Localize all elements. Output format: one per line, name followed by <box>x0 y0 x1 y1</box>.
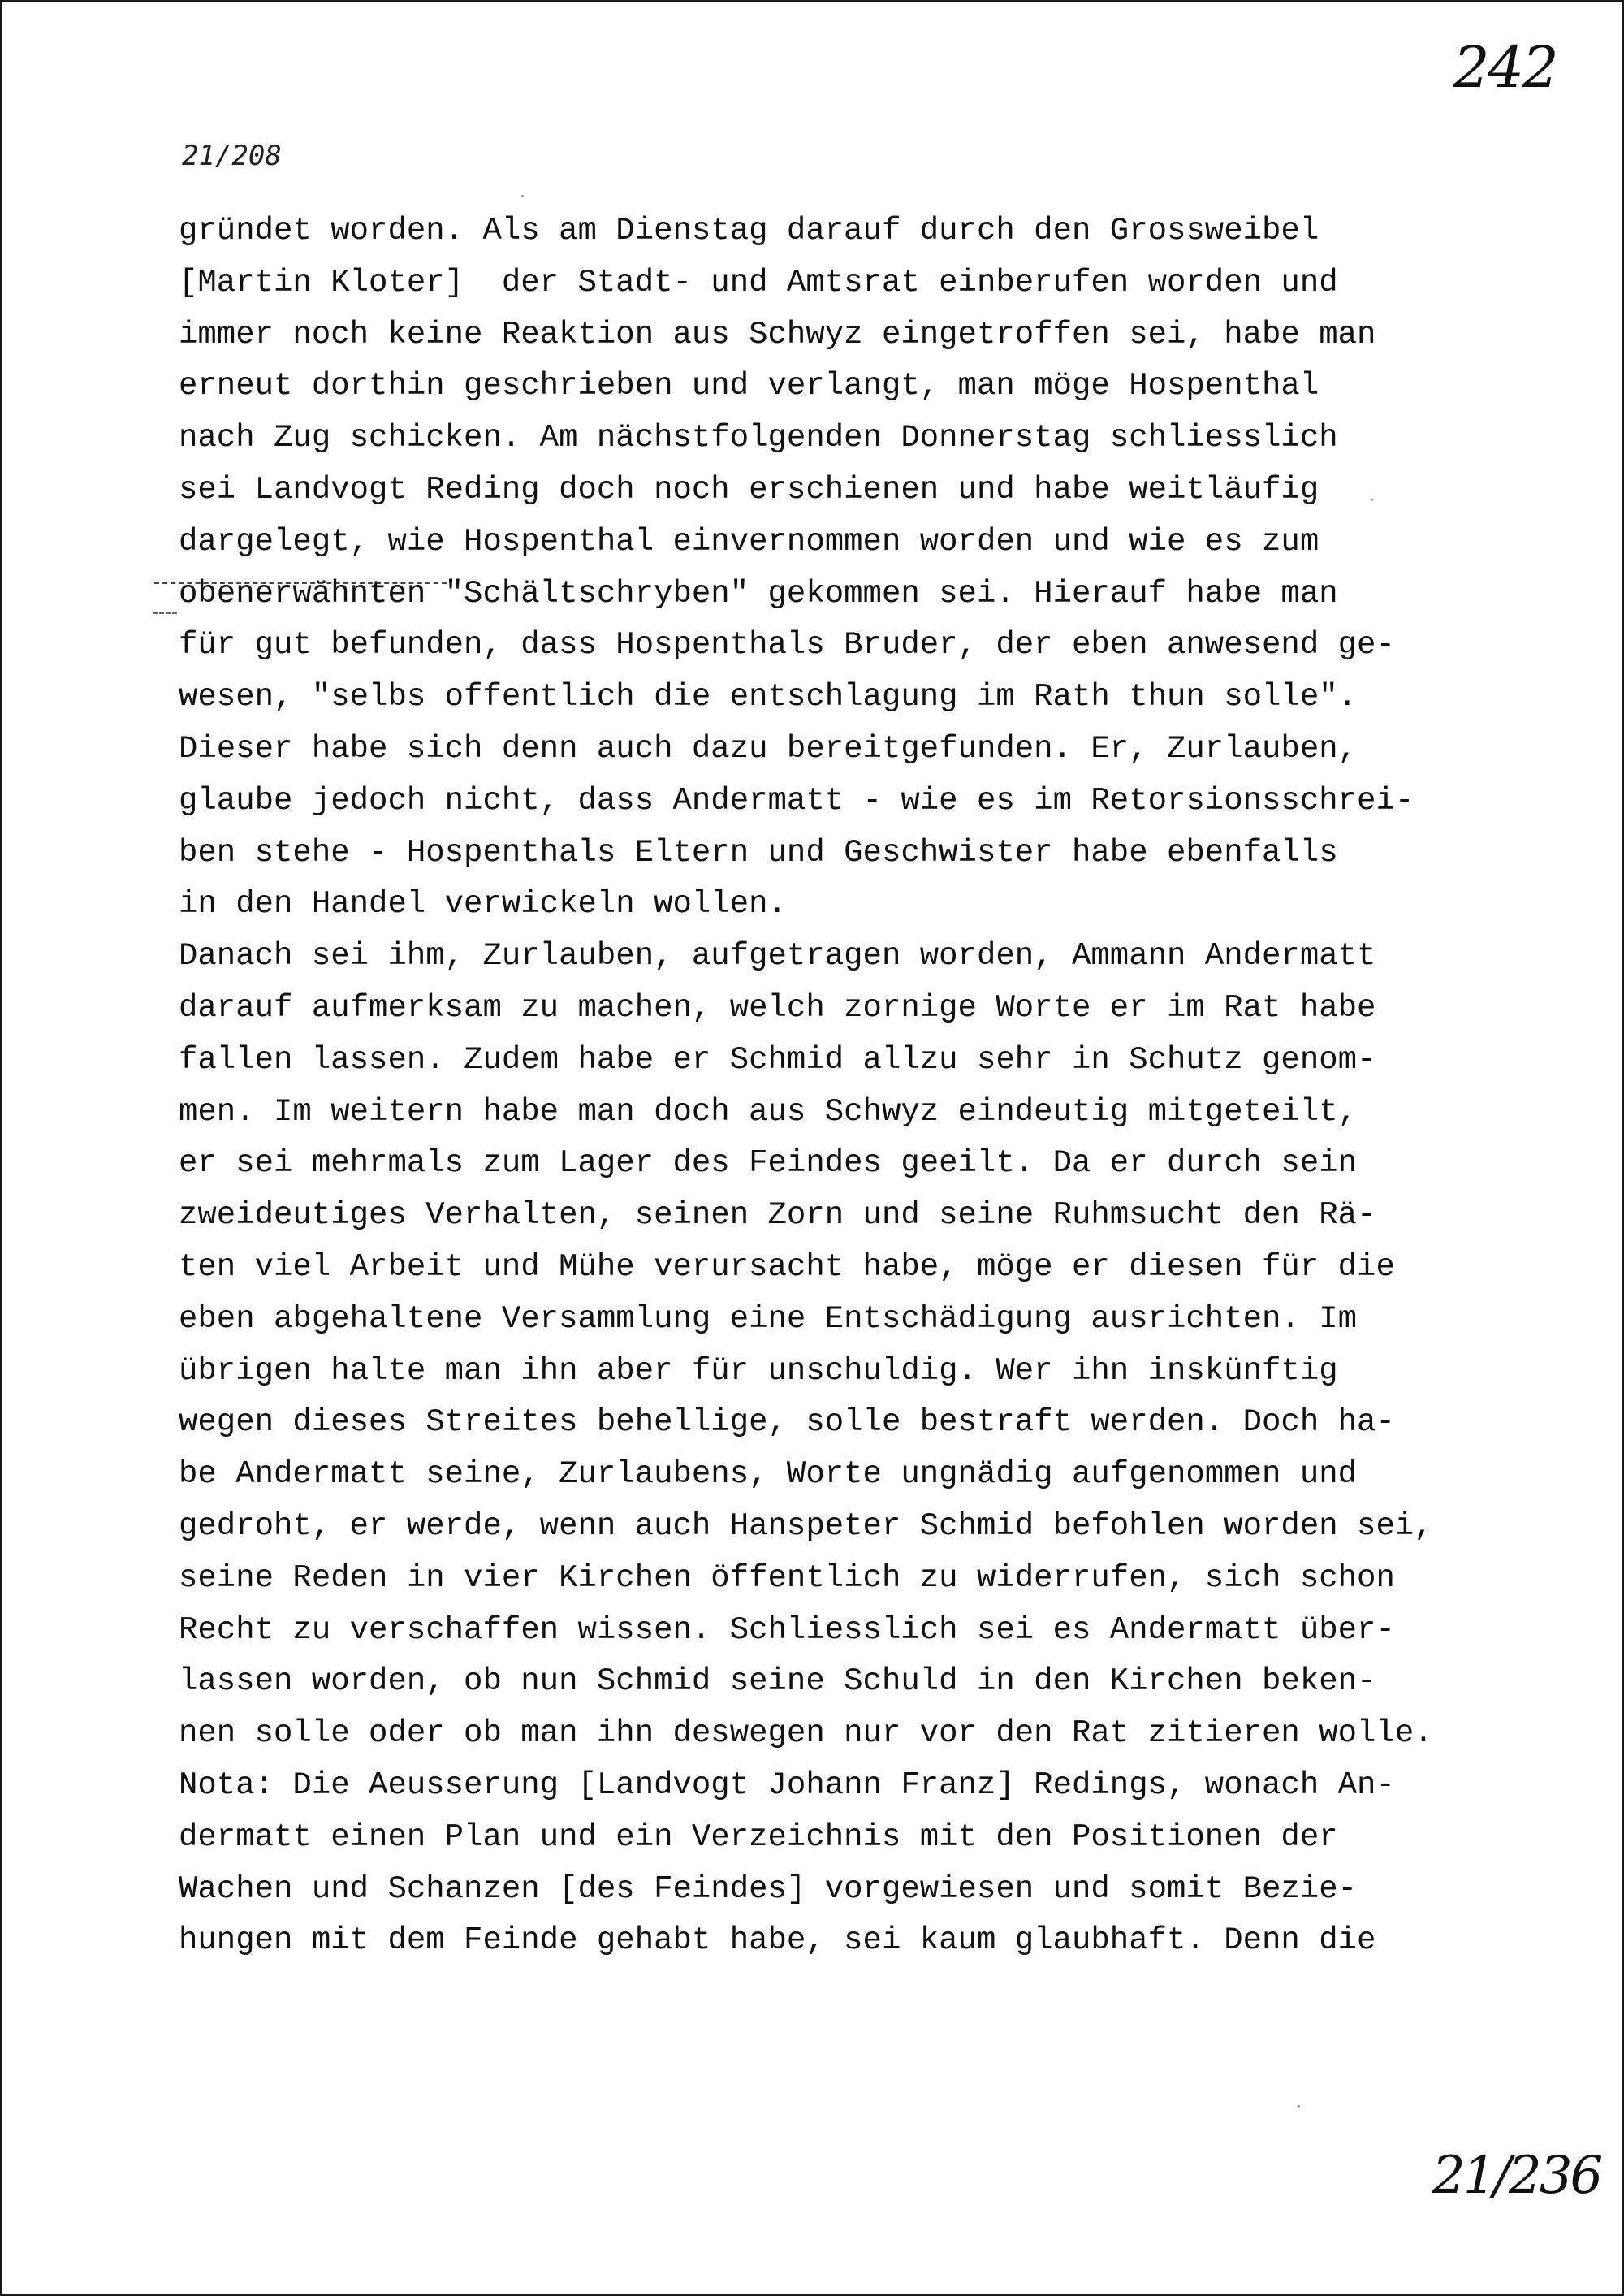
text-line: lassen worden, ob nun Schmid seine Schuld in den Kirchen beken- <box>179 1663 1376 1700</box>
handwritten-footer-number: 21/236 <box>1432 2146 1601 2206</box>
document-reference: 21/208 <box>182 140 282 172</box>
scan-speck <box>1371 499 1373 501</box>
text-line: Recht zu verschaffen wissen. Schliesslich sei es Andermatt über- <box>179 1611 1395 1648</box>
text-line: übrigen halte man ihn aber für unschuldig. Wer ihn inskünftig <box>179 1352 1338 1389</box>
handwritten-page-number: 242 <box>1453 34 1557 101</box>
text-line: Wachen und Schanzen [des Feindes] vorgewiesen und somit Bezie- <box>179 1870 1358 1907</box>
text-line: nen solle oder ob man ihn deswegen nur vor den Rat zitieren wolle. <box>179 1715 1433 1752</box>
text-line: zweideutiges Verhalten, seinen Zorn und seine Ruhmsucht den Rä- <box>179 1197 1376 1234</box>
text-line: Dieser habe sich denn auch dazu bereitgefunden. Er, Zurlauben, <box>179 730 1358 767</box>
text-line: glaube jedoch nicht, dass Andermatt - wie es im Retorsionsschrei- <box>179 782 1415 819</box>
text-line: in den Handel verwickeln wollen. <box>179 886 787 923</box>
text-line: immer noch keine Reaktion aus Schwyz eingetroffen sei, habe man <box>179 316 1376 352</box>
body-text <box>179 205 1494 1967</box>
text-line: dargelegt, wie Hospenthal einvernommen worden und wie es zum <box>179 523 1320 560</box>
text-line: Danach sei ihm, Zurlauben, aufgetragen worden, Ammann Andermatt <box>179 938 1376 975</box>
text-line: wesen, "selbs offentlich die entschlagung im Rath thun solle". <box>179 679 1358 716</box>
text-line: gedroht, er werde, wenn auch Hanspeter Schmid befohlen worden sei, <box>179 1507 1433 1544</box>
text-line: be Andermatt seine, Zurlaubens, Worte ungnädig aufgenommen und <box>179 1456 1358 1493</box>
text-line: obenerwähnten "Schältschryben" gekommen sei. Hierauf habe man <box>179 575 1338 612</box>
text-line: ben stehe - Hospenthals Eltern und Geschwister habe ebenfalls <box>179 834 1338 871</box>
text-line: dermatt einen Plan und ein Verzeichnis mit den Positionen der <box>179 1818 1338 1855</box>
text-line: fallen lassen. Zudem habe er Schmid allzu sehr in Schutz genom- <box>179 1041 1376 1078</box>
text-line: hungen mit dem Feinde gehabt habe, sei kaum glaubhaft. Denn die <box>179 1922 1376 1959</box>
text-line: sei Landvogt Reding doch noch erschienen und habe weitläufig <box>179 471 1320 508</box>
scan-speck <box>521 195 524 197</box>
text-line: erneut dorthin geschrieben und verlangt, man möge Hospenthal <box>179 368 1320 404</box>
pencil-mark-small <box>153 612 177 616</box>
text-line: er sei mehrmals zum Lager des Feindes geeilt. Da er durch sein <box>179 1145 1358 1182</box>
text-line: ten viel Arbeit und Mühe verursacht habe, möge er diesen für die <box>179 1248 1395 1285</box>
scan-speck <box>1298 2105 1300 2108</box>
text-line: darauf aufmerksam zu machen, welch zornige Worte er im Rat habe <box>179 989 1376 1026</box>
text-line: seine Reden in vier Kirchen öffentlich zu widerrufen, sich schon <box>179 1559 1395 1596</box>
text-line: wegen dieses Streites behellige, solle bestraft werden. Doch ha- <box>179 1404 1395 1441</box>
text-line: nach Zug schicken. Am nächstfolgenden Donnerstag schliesslich <box>179 420 1338 456</box>
text-line: eben abgehaltene Versammlung eine Entschädigung ausrichten. Im <box>179 1300 1358 1337</box>
text-line: [Martin Kloter] der Stadt- und Amtsrat einberufen worden und <box>179 264 1338 301</box>
text-line: für gut befunden, dass Hospenthals Bruder, der eben anwesend ge- <box>179 627 1395 664</box>
text-line: gründet worden. Als am Dienstag darauf durch den Grossweibel <box>179 213 1320 249</box>
text-line: Nota: Die Aeusserung [Landvogt Johann Franz] Redings, wonach An- <box>179 1766 1395 1803</box>
text-line: men. Im weitern habe man doch aus Schwyz eindeutig mitgeteilt, <box>179 1093 1358 1130</box>
